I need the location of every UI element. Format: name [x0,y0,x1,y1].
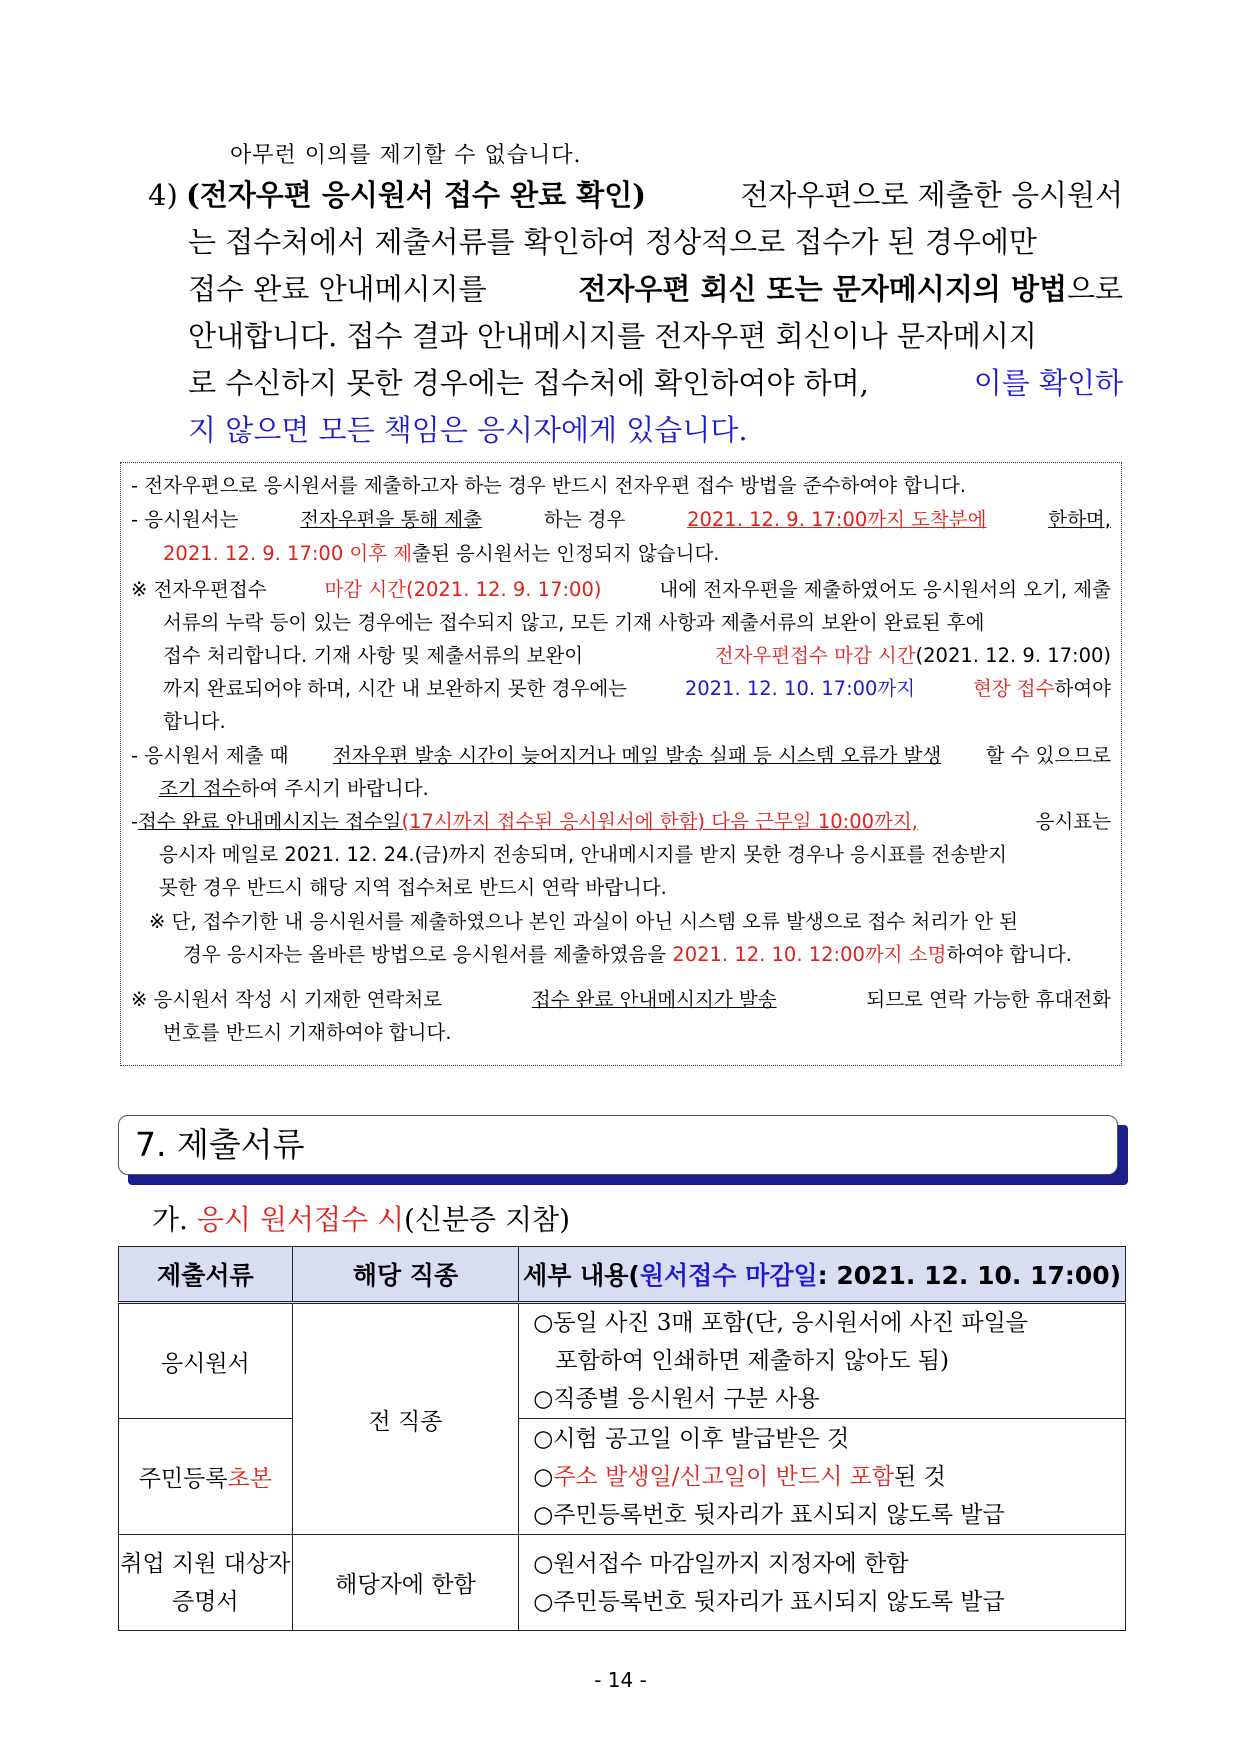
header-text: : 2021. 12. 10. 17:00) [817,1261,1122,1290]
notice-text: - [131,810,139,833]
notice-line [131,573,1111,606]
highlight-text: 현장 접수 [972,677,1055,700]
documents-table [118,1246,1126,1631]
deadline-text: 마감 시간(2021. 12. 9. 17:00) [324,578,602,601]
deadline-text: 2021. 12. 9. 17:00 이후 제 [163,542,413,565]
paragraph-text: 안내합니다. 접수 결과 안내메시지를 전자우편 회신이나 문자메시지 [188,319,1037,353]
notice-text: 경우 응시자는 올바른 방법으로 응시원서를 제출하였음을 [183,943,667,966]
section-header [118,1115,1130,1187]
paragraph-line [188,266,1123,313]
notice-line [149,905,1111,938]
notice-text: 하여 주시기 바랍니다. [240,777,429,800]
notice-line: 번호를 반드시 기재하여야 합니다. [163,1021,452,1044]
document-cell [119,1535,293,1631]
document-text: 주민등록 [138,1466,228,1492]
deadline-text: 전자우편접수 마감 시간 [714,644,916,667]
notice-text: 출된 응시원서는 인정되지 않습니다. [412,542,720,565]
notice-line: 못한 경우 반드시 해당 지역 접수처로 반드시 연락 바랍니다. [159,876,667,899]
notice-line [163,537,720,570]
emphasis-text: 전자우편 회신 또는 문자메시지의 방법 [578,272,1067,306]
notice-text: 하여야 합니다. [946,943,1072,966]
notice-text: ※ 단, 접수기한 내 응시원서를 제출하였으나 본인 과실이 아닌 시스템 오류 발생으로 접수 처리가 안 된 [149,910,1018,933]
deadline-text: (17시까지 접수된 응시원서에 한함) 다음 근무일 10:00까지, [401,810,918,833]
section-title: 7. 제출서류 [118,1115,1118,1175]
underlined-text: 한하며, [1048,508,1111,531]
bullet-line: ○시험 공고일 이후 발급받은 것 [533,1425,850,1452]
table-row [119,1535,1126,1631]
notice-line: - 전자우편으로 응시원서를 제출하고자 하는 경우 반드시 전자우편 접수 방법을 준수하여야 합니다. [131,474,966,497]
underlined-text: 전자우편을 통해 제출 [300,508,483,531]
notice-line [159,772,429,805]
deadline-text: 2021. 12. 9. 17:00까지 도착분에 [687,508,987,531]
bullet-highlight: 주소 발생일/신고일이 반드시 포함 [553,1463,895,1490]
item-number: 4) [148,178,178,212]
notice-box [120,462,1122,1066]
paragraph-text: 는 접수처에서 제출서류를 확인하여 정상적으로 접수가 된 경우에만 [188,225,1037,259]
document-cell [119,1419,293,1535]
subheading [152,1198,570,1238]
header-cell [519,1247,1126,1303]
underlined-text: 조기 접수 [159,777,241,800]
notice-text: 하는 경우 [543,508,626,531]
document-highlight: 초본 [227,1466,272,1492]
underlined-text: 전자우편 발송 시간이 늦어지거나 메일 발송 실패 등 시스템 오류가 발생 [332,744,942,767]
notice-line [131,739,1111,772]
notice-text: - 응시원서 제출 때 [131,744,289,767]
underlined-text: 접수 완료 안내메시지가 발송 [531,988,777,1011]
document-text: 증명서 [172,1588,239,1615]
notice-text: ※ 전자우편접수 [131,578,267,601]
subheading-text: (신분증 지참) [404,1203,570,1236]
subheading-highlight: 응시 원서접수 시 [196,1203,404,1236]
bullet-mark: ○ [533,1463,554,1490]
bullet-line [533,1458,1125,1496]
notice-line [183,938,1072,971]
bullet-text: ○동일 사진 3매 포함(단, 응시원서에 사진 파일을 [533,1310,1029,1336]
notice-line [159,838,1111,871]
continued-text-line: 아무런 이의를 제기할 수 없습니다. [230,143,582,168]
warning-text: 지 않으면 모든 책임은 응시자에게 있습니다. [188,413,748,447]
notice-line [131,983,1111,1016]
details-cell [519,1419,1126,1535]
notice-text: 하여야 [1054,677,1111,700]
notice-text: ※ 응시원서 작성 시 기재한 연락처로 [131,988,443,1011]
notice-text: 까지 완료되어야 하며, 시간 내 보완하지 못한 경우에는 [163,677,628,700]
underlined-text: 접수 완료 안내메시지는 접수일 [138,810,402,833]
notice-text: (2021. 12. 9. 17:00) [915,644,1111,667]
job-cell: 해당자에 한함 [292,1535,519,1631]
notice-text: 할 수 있으므로 [985,744,1111,767]
bullet-line [533,1304,1125,1342]
notice-line [131,805,1111,838]
notice-line [163,639,1111,672]
details-cell [519,1535,1126,1631]
paragraph-text: 접수 완료 안내메시지를 [188,272,487,306]
header-deadline: 원서접수 마감일 [639,1261,818,1290]
deadline-text: 2021. 12. 10. 17:00까지 [684,677,916,700]
deadline-text: 2021. 12. 10. 12:00까지 소명 [672,943,947,966]
header-text: 세부 내용( [523,1261,640,1290]
paragraph-4 [148,172,1123,454]
paragraph-text: 로 수신하지 못한 경우에는 접수처에 확인하여야 하며, [188,366,869,400]
notice-text: - 응시원서는 [131,508,239,531]
notice-line: 합니다. [163,710,226,733]
bullet-text: 된 것 [894,1463,946,1490]
warning-text: 이를 확인하 [973,366,1123,400]
notice-line [131,503,1111,536]
paragraph-text: 전자우편으로 제출한 응시원서 [740,178,1123,212]
header-cell: 해당 직종 [292,1247,519,1303]
paragraph-line [188,360,1123,407]
notice-text: 접수 처리합니다. 기재 사항 및 제출서류의 보완이 [163,644,584,667]
job-cell: 전 직종 [292,1303,519,1535]
bullet-line: ○원서접수 마감일까지 지정자에 한함 [533,1550,909,1577]
paragraph-line [188,407,1123,454]
header-cell: 제출서류 [119,1247,293,1303]
document-cell: 응시원서 [119,1303,293,1419]
paragraph-heading: (전자우편 응시원서 접수 완료 확인) [186,178,647,212]
notice-line [163,606,1111,639]
bullet-line: ○주민등록번호 뒷자리가 표시되지 않도록 발급 [533,1588,1005,1615]
bullet-line: ○주민등록번호 뒷자리가 표시되지 않도록 발급 [533,1501,1005,1528]
details-cell [519,1303,1126,1419]
table-row [119,1303,1126,1419]
notice-text: 응시표는 [1035,810,1111,833]
paragraph-line [186,172,1123,219]
bullet-line: ○직종별 응시원서 구분 사용 [533,1386,820,1412]
notice-text: 내에 전자우편을 제출하였어도 응시원서의 오기, 제출 [659,578,1111,601]
table-header-row [119,1247,1126,1303]
paragraph-line [188,219,1123,266]
paragraph-text: 으로 [1066,272,1123,306]
notice-line [163,672,1111,705]
notice-text: 되므로 연락 가능한 휴대전화 [866,988,1111,1011]
bullet-line: 포함하여 인쇄하면 제출하지 않아도 됨) [555,1348,949,1374]
page-number: - 14 - [594,1668,647,1692]
document-text: 취업 지원 대상자 [120,1550,291,1577]
notice-text: 응시자 메일로 2021. 12. 24.(금)까지 전송되며, 안내메시지를 받지 못한 경우나 응시표를 전송받지 [159,843,1007,866]
notice-text: 서류의 누락 등이 있는 경우에는 접수되지 않고, 모든 기재 사항과 제출서류의 보완이 완료된 후에 [163,611,985,634]
paragraph-line [188,313,1123,360]
subheading-prefix: 가. [152,1203,188,1236]
table-row [119,1419,1126,1535]
